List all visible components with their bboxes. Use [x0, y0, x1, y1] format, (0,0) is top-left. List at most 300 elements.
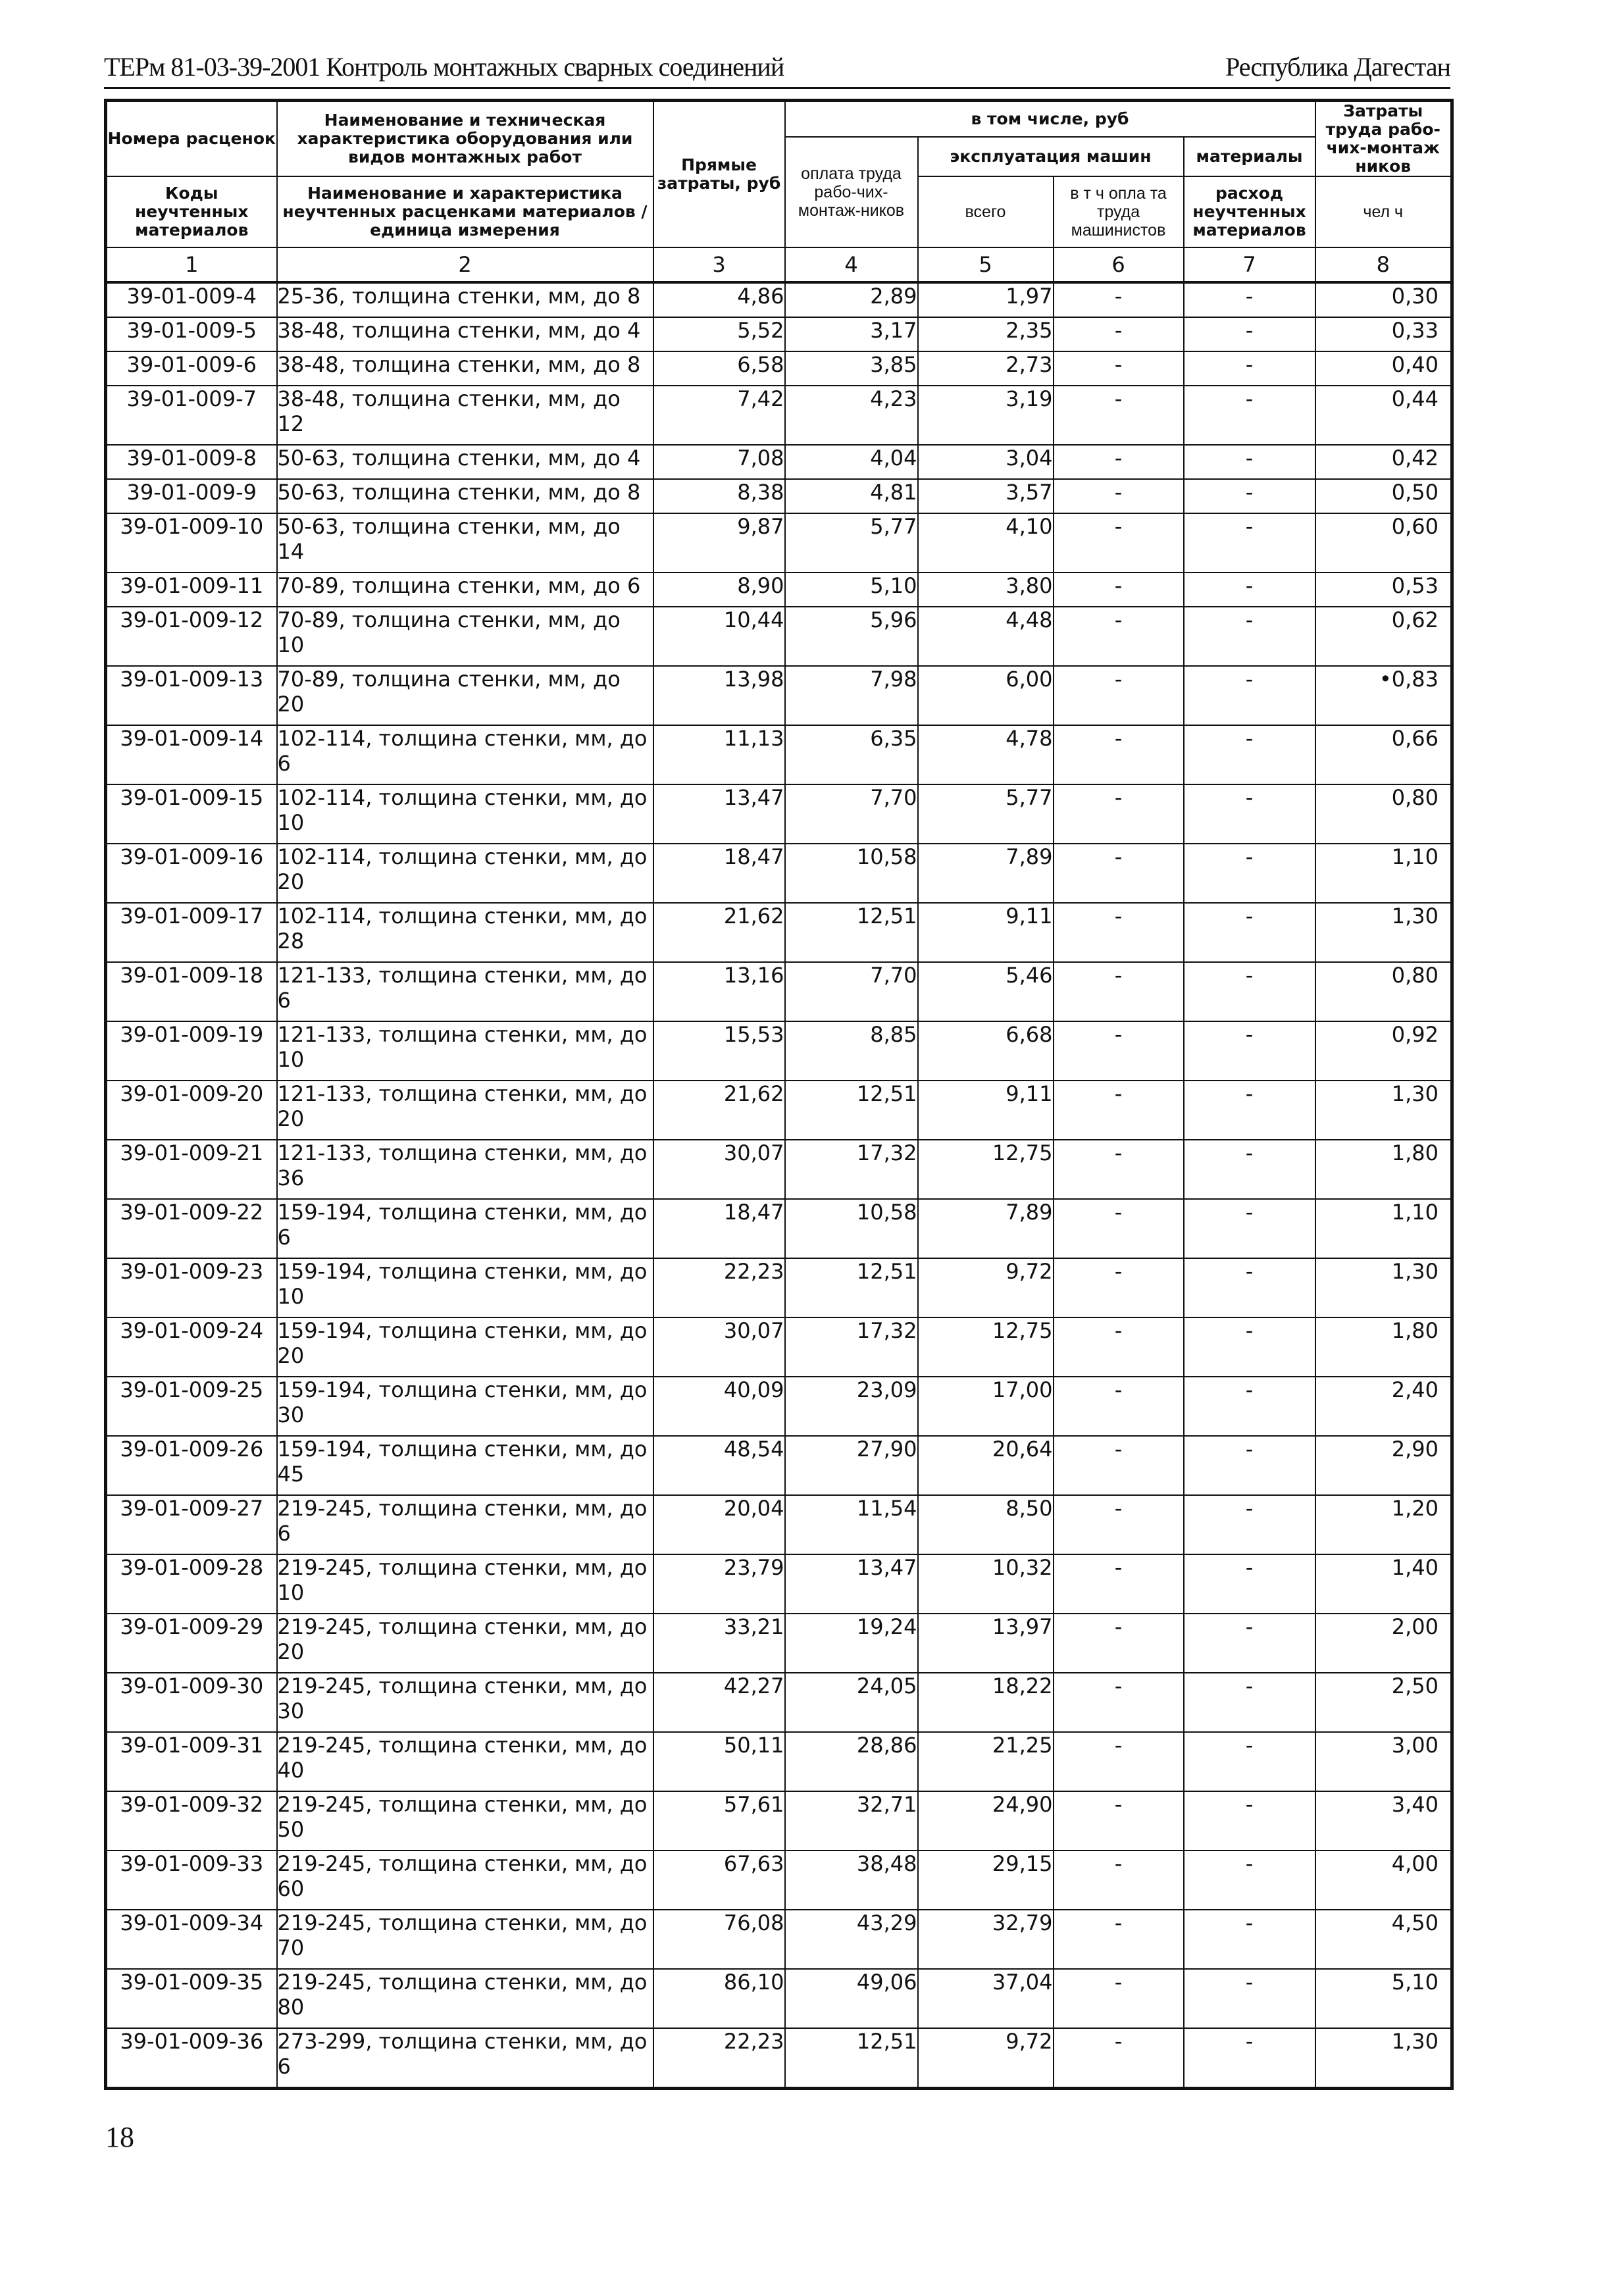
operators-pay: - [1054, 844, 1184, 903]
rate-code: 39-01-009-30 [106, 1673, 277, 1732]
work-description: 159-194, толщина стенки, мм, до 6 [277, 1199, 653, 1258]
rate-code: 39-01-009-32 [106, 1791, 277, 1850]
work-description: 102-114, толщина стенки, мм, до 6 [277, 725, 653, 784]
table-row [106, 784, 1452, 844]
labor-hours: 1,10 [1315, 844, 1452, 903]
direct-costs: 18,47 [653, 844, 785, 903]
labor-hours: 2,90 [1315, 1436, 1452, 1495]
machine-costs: 8,50 [918, 1495, 1054, 1554]
direct-costs: 9,87 [653, 513, 785, 573]
table-row [106, 1732, 1452, 1791]
rate-code: 39-01-009-16 [106, 844, 277, 903]
labor-hours: 0,66 [1315, 725, 1452, 784]
work-description: 159-194, толщина стенки, мм, до 30 [277, 1377, 653, 1436]
work-description: 219-245, толщина стенки, мм, до 50 [277, 1791, 653, 1850]
machine-costs: 13,97 [918, 1614, 1054, 1673]
work-description: 121-133, толщина стенки, мм, до 10 [277, 1021, 653, 1081]
header-labor-pay: оплата труда рабо-чих-монтаж-ников [785, 137, 918, 248]
materials-consumption: - [1184, 1850, 1315, 1910]
operators-pay: - [1054, 445, 1184, 479]
header-consumption: расход неучтенных материалов [1184, 176, 1315, 247]
column-number: 5 [918, 247, 1054, 282]
work-description: 38-48, толщина стенки, мм, до 8 [277, 351, 653, 386]
operators-pay: - [1054, 1732, 1184, 1791]
labor-hours: 1,30 [1315, 1258, 1452, 1317]
direct-costs: 20,04 [653, 1495, 785, 1554]
work-description: 219-245, толщина стенки, мм, до 60 [277, 1850, 653, 1910]
materials-consumption: - [1184, 317, 1315, 351]
machine-costs: 3,57 [918, 479, 1054, 513]
header-rate-numbers: Номера расценок [106, 101, 277, 177]
direct-costs: 6,58 [653, 351, 785, 386]
work-description: 102-114, толщина стенки, мм, до 10 [277, 784, 653, 844]
work-description: 38-48, толщина стенки, мм, до 4 [277, 317, 653, 351]
operators-pay: - [1054, 386, 1184, 445]
labor-pay: 2,89 [785, 282, 918, 317]
rate-code: 39-01-009-21 [106, 1140, 277, 1199]
labor-hours: 0,44 [1315, 386, 1452, 445]
labor-hours: 0,62 [1315, 607, 1452, 666]
table-row [106, 725, 1452, 784]
labor-hours: 1,80 [1315, 1140, 1452, 1199]
table-row [106, 513, 1452, 573]
materials-consumption: - [1184, 351, 1315, 386]
machine-costs: 5,77 [918, 784, 1054, 844]
work-description: 159-194, толщина стенки, мм, до 10 [277, 1258, 653, 1317]
operators-pay: - [1054, 962, 1184, 1021]
labor-hours: 1,30 [1315, 1081, 1452, 1140]
materials-consumption: - [1184, 513, 1315, 573]
page-header [104, 47, 1450, 89]
rate-code: 39-01-009-19 [106, 1021, 277, 1081]
rate-code: 39-01-009-29 [106, 1614, 277, 1673]
table-row [106, 282, 1452, 317]
rate-code: 39-01-009-25 [106, 1377, 277, 1436]
labor-hours: 0,50 [1315, 479, 1452, 513]
direct-costs: 13,16 [653, 962, 785, 1021]
table-row [106, 386, 1452, 445]
table-body [106, 282, 1452, 2089]
work-description: 219-245, толщина стенки, мм, до 80 [277, 1969, 653, 2028]
labor-pay: 12,51 [785, 903, 918, 962]
rate-code: 39-01-009-4 [106, 282, 277, 317]
labor-pay: 12,51 [785, 1081, 918, 1140]
labor-hours: 2,50 [1315, 1673, 1452, 1732]
table-row [106, 1495, 1452, 1554]
rate-code: 39-01-009-5 [106, 317, 277, 351]
materials-consumption: - [1184, 1021, 1315, 1081]
rate-code: 39-01-009-24 [106, 1317, 277, 1377]
table-row [106, 317, 1452, 351]
header-total: всего [918, 176, 1054, 247]
direct-costs: 21,62 [653, 903, 785, 962]
rate-code: 39-01-009-15 [106, 784, 277, 844]
operators-pay: - [1054, 725, 1184, 784]
materials-consumption: - [1184, 2028, 1315, 2089]
machine-costs: 3,80 [918, 573, 1054, 607]
labor-pay: 7,98 [785, 666, 918, 725]
labor-pay: 12,51 [785, 1258, 918, 1317]
rate-code: 39-01-009-22 [106, 1199, 277, 1258]
rates-table [104, 99, 1454, 2090]
header-unlisted-codes: Коды неучтенных материалов [106, 176, 277, 247]
operators-pay: - [1054, 1554, 1184, 1614]
machine-costs: 18,22 [918, 1673, 1054, 1732]
work-description: 50-63, толщина стенки, мм, до 4 [277, 445, 653, 479]
direct-costs: 4,86 [653, 282, 785, 317]
work-description: 121-133, толщина стенки, мм, до 36 [277, 1140, 653, 1199]
header-materials: материалы [1184, 137, 1315, 177]
labor-pay: 10,58 [785, 1199, 918, 1258]
labor-hours: 1,20 [1315, 1495, 1452, 1554]
machine-costs: 12,75 [918, 1317, 1054, 1377]
direct-costs: 11,13 [653, 725, 785, 784]
labor-pay: 24,05 [785, 1673, 918, 1732]
operators-pay: - [1054, 1140, 1184, 1199]
direct-costs: 22,23 [653, 2028, 785, 2089]
rate-code: 39-01-009-7 [106, 386, 277, 445]
direct-costs: 5,52 [653, 317, 785, 351]
header-incl-operators: в т ч опла та труда машинистов [1054, 176, 1184, 247]
table-row [106, 1436, 1452, 1495]
labor-pay: 8,85 [785, 1021, 918, 1081]
table-row [106, 1377, 1452, 1436]
operators-pay: - [1054, 351, 1184, 386]
labor-pay: 28,86 [785, 1732, 918, 1791]
labor-hours: 1,40 [1315, 1554, 1452, 1614]
rate-code: 39-01-009-14 [106, 725, 277, 784]
operators-pay: - [1054, 479, 1184, 513]
materials-consumption: - [1184, 725, 1315, 784]
work-description: 219-245, толщина стенки, мм, до 30 [277, 1673, 653, 1732]
work-description: 219-245, толщина стенки, мм, до 70 [277, 1910, 653, 1969]
table-row [106, 1791, 1452, 1850]
machine-costs: 6,00 [918, 666, 1054, 725]
rate-code: 39-01-009-33 [106, 1850, 277, 1910]
direct-costs: 76,08 [653, 1910, 785, 1969]
machine-costs: 9,72 [918, 1258, 1054, 1317]
table-row [106, 1673, 1452, 1732]
materials-consumption: - [1184, 573, 1315, 607]
rate-code: 39-01-009-13 [106, 666, 277, 725]
header-direct-costs: Прямые затраты, руб [653, 101, 785, 248]
column-number: 6 [1054, 247, 1184, 282]
labor-hours: 5,10 [1315, 1969, 1452, 2028]
machine-costs: 7,89 [918, 1199, 1054, 1258]
operators-pay: - [1054, 2028, 1184, 2089]
labor-hours: 0,42 [1315, 445, 1452, 479]
labor-pay: 6,35 [785, 725, 918, 784]
table-row [106, 607, 1452, 666]
column-number-row [106, 247, 1452, 282]
column-number: 4 [785, 247, 918, 282]
labor-hours: 1,80 [1315, 1317, 1452, 1377]
labor-hours: 1,30 [1315, 903, 1452, 962]
materials-consumption: - [1184, 1317, 1315, 1377]
table-row [106, 351, 1452, 386]
work-description: 219-245, толщина стенки, мм, до 40 [277, 1732, 653, 1791]
work-description: 102-114, толщина стенки, мм, до 20 [277, 844, 653, 903]
materials-consumption: - [1184, 1140, 1315, 1199]
rate-code: 39-01-009-27 [106, 1495, 277, 1554]
table-row [106, 573, 1452, 607]
rate-code: 39-01-009-11 [106, 573, 277, 607]
rate-code: 39-01-009-18 [106, 962, 277, 1021]
operators-pay: - [1054, 607, 1184, 666]
materials-consumption: - [1184, 666, 1315, 725]
operators-pay: - [1054, 1614, 1184, 1673]
table-row [106, 1258, 1452, 1317]
machine-costs: 4,78 [918, 725, 1054, 784]
operators-pay: - [1054, 666, 1184, 725]
materials-consumption: - [1184, 1495, 1315, 1554]
direct-costs: 8,90 [653, 573, 785, 607]
table-row [106, 445, 1452, 479]
operators-pay: - [1054, 1377, 1184, 1436]
labor-hours: 0,60 [1315, 513, 1452, 573]
operators-pay: - [1054, 1673, 1184, 1732]
direct-costs: 13,98 [653, 666, 785, 725]
table-row [106, 1081, 1452, 1140]
header-person-hours: чел ч [1315, 176, 1452, 247]
column-number: 1 [106, 247, 277, 282]
operators-pay: - [1054, 1021, 1184, 1081]
work-description: 121-133, толщина стенки, мм, до 6 [277, 962, 653, 1021]
labor-pay: 11,54 [785, 1495, 918, 1554]
machine-costs: 4,10 [918, 513, 1054, 573]
direct-costs: 42,27 [653, 1673, 785, 1732]
labor-pay: 17,32 [785, 1317, 918, 1377]
labor-pay: 38,48 [785, 1850, 918, 1910]
machine-costs: 37,04 [918, 1969, 1054, 2028]
materials-consumption: - [1184, 1910, 1315, 1969]
work-description: 159-194, толщина стенки, мм, до 20 [277, 1317, 653, 1377]
header-machine-ops: эксплуатация машин [918, 137, 1184, 177]
materials-consumption: - [1184, 479, 1315, 513]
labor-pay: 19,24 [785, 1614, 918, 1673]
labor-pay: 43,29 [785, 1910, 918, 1969]
labor-hours: 3,00 [1315, 1732, 1452, 1791]
labor-pay: 5,96 [785, 607, 918, 666]
materials-consumption: - [1184, 1732, 1315, 1791]
materials-consumption: - [1184, 784, 1315, 844]
materials-consumption: - [1184, 282, 1315, 317]
table-row [106, 1910, 1452, 1969]
table-row [106, 1140, 1452, 1199]
labor-pay: 5,10 [785, 573, 918, 607]
labor-pay: 17,32 [785, 1140, 918, 1199]
work-description: 102-114, толщина стенки, мм, до 28 [277, 903, 653, 962]
table-row [106, 1554, 1452, 1614]
labor-pay: 32,71 [785, 1791, 918, 1850]
direct-costs: 15,53 [653, 1021, 785, 1081]
direct-costs: 13,47 [653, 784, 785, 844]
table-row [106, 1614, 1452, 1673]
operators-pay: - [1054, 282, 1184, 317]
operators-pay: - [1054, 1258, 1184, 1317]
header-name-top: Наименование и техническая характеристика оборудования или видов монтажных работ [277, 101, 653, 177]
labor-pay: 4,04 [785, 445, 918, 479]
page-number: 18 [105, 2121, 134, 2153]
work-description: 50-63, толщина стенки, мм, до 8 [277, 479, 653, 513]
operators-pay: - [1054, 1436, 1184, 1495]
header-name-bottom: Наименование и характеристика неучтенных расценками материалов / единица измерения [277, 176, 653, 247]
operators-pay: - [1054, 1199, 1184, 1258]
materials-consumption: - [1184, 445, 1315, 479]
materials-consumption: - [1184, 1791, 1315, 1850]
operators-pay: - [1054, 1081, 1184, 1140]
table-row [106, 1969, 1452, 2028]
work-description: 70-89, толщина стенки, мм, до 20 [277, 666, 653, 725]
rate-code: 39-01-009-26 [106, 1436, 277, 1495]
rate-code: 39-01-009-12 [106, 607, 277, 666]
work-description: 219-245, толщина стенки, мм, до 20 [277, 1614, 653, 1673]
direct-costs: 33,21 [653, 1614, 785, 1673]
machine-costs: 20,64 [918, 1436, 1054, 1495]
document-title: ТЕРм 81-03-39-2001 Контроль монтажных сварных соединений [104, 52, 784, 82]
machine-costs: 9,72 [918, 2028, 1054, 2089]
table-row [106, 479, 1452, 513]
direct-costs: 10,44 [653, 607, 785, 666]
materials-consumption: - [1184, 1258, 1315, 1317]
direct-costs: 7,08 [653, 445, 785, 479]
materials-consumption: - [1184, 1081, 1315, 1140]
operators-pay: - [1054, 1317, 1184, 1377]
machine-costs: 5,46 [918, 962, 1054, 1021]
labor-pay: 4,81 [785, 479, 918, 513]
table-row [106, 962, 1452, 1021]
work-description: 219-245, толщина стенки, мм, до 6 [277, 1495, 653, 1554]
direct-costs: 57,61 [653, 1791, 785, 1850]
machine-costs: 12,75 [918, 1140, 1054, 1199]
labor-hours: 0,80 [1315, 784, 1452, 844]
rate-code: 39-01-009-23 [106, 1258, 277, 1317]
materials-consumption: - [1184, 607, 1315, 666]
materials-consumption: - [1184, 903, 1315, 962]
work-description: 50-63, толщина стенки, мм, до 14 [277, 513, 653, 573]
table-row [106, 844, 1452, 903]
work-description: 121-133, толщина стенки, мм, до 20 [277, 1081, 653, 1140]
labor-hours: 1,10 [1315, 1199, 1452, 1258]
materials-consumption: - [1184, 386, 1315, 445]
work-description: 219-245, толщина стенки, мм, до 10 [277, 1554, 653, 1614]
labor-hours: 0,33 [1315, 317, 1452, 351]
work-description: 25-36, толщина стенки, мм, до 8 [277, 282, 653, 317]
labor-pay: 7,70 [785, 784, 918, 844]
machine-costs: 9,11 [918, 1081, 1054, 1140]
operators-pay: - [1054, 1910, 1184, 1969]
table-row [106, 2028, 1452, 2089]
region-name: Республика Дагестан [1225, 52, 1450, 82]
labor-pay: 3,17 [785, 317, 918, 351]
direct-costs: 40,09 [653, 1377, 785, 1436]
labor-hours: 0,40 [1315, 351, 1452, 386]
table-row [106, 1850, 1452, 1910]
machine-costs: 2,73 [918, 351, 1054, 386]
operators-pay: - [1054, 317, 1184, 351]
work-description: 70-89, толщина стенки, мм, до 10 [277, 607, 653, 666]
machine-costs: 21,25 [918, 1732, 1054, 1791]
labor-hours: 2,40 [1315, 1377, 1452, 1436]
labor-hours: 4,00 [1315, 1850, 1452, 1910]
rate-code: 39-01-009-17 [106, 903, 277, 962]
rate-code: 39-01-009-34 [106, 1910, 277, 1969]
operators-pay: - [1054, 1791, 1184, 1850]
operators-pay: - [1054, 1495, 1184, 1554]
machine-costs: 1,97 [918, 282, 1054, 317]
direct-costs: 67,63 [653, 1850, 785, 1910]
machine-costs: 7,89 [918, 844, 1054, 903]
operators-pay: - [1054, 903, 1184, 962]
machine-costs: 3,04 [918, 445, 1054, 479]
materials-consumption: - [1184, 1436, 1315, 1495]
rate-code: 39-01-009-9 [106, 479, 277, 513]
labor-pay: 49,06 [785, 1969, 918, 2028]
labor-hours: 3,40 [1315, 1791, 1452, 1850]
labor-pay: 23,09 [785, 1377, 918, 1436]
work-description: 273-299, толщина стенки, мм, до 6 [277, 2028, 653, 2089]
machine-costs: 9,11 [918, 903, 1054, 962]
labor-pay: 10,58 [785, 844, 918, 903]
operators-pay: - [1054, 1850, 1184, 1910]
labor-hours: 0,92 [1315, 1021, 1452, 1081]
operators-pay: - [1054, 784, 1184, 844]
rate-code: 39-01-009-31 [106, 1732, 277, 1791]
direct-costs: 22,23 [653, 1258, 785, 1317]
labor-hours: 0,53 [1315, 573, 1452, 607]
direct-costs: 30,07 [653, 1317, 785, 1377]
direct-costs: 8,38 [653, 479, 785, 513]
labor-hours: 1,30 [1315, 2028, 1452, 2089]
labor-hours: 4,50 [1315, 1910, 1452, 1969]
table-row [106, 1021, 1452, 1081]
machine-costs: 2,35 [918, 317, 1054, 351]
work-description: 70-89, толщина стенки, мм, до 6 [277, 573, 653, 607]
operators-pay: - [1054, 513, 1184, 573]
labor-pay: 12,51 [785, 2028, 918, 2089]
direct-costs: 7,42 [653, 386, 785, 445]
operators-pay: - [1054, 573, 1184, 607]
materials-consumption: - [1184, 1673, 1315, 1732]
labor-pay: 13,47 [785, 1554, 918, 1614]
labor-hours: •0,83 [1315, 666, 1452, 725]
machine-costs: 32,79 [918, 1910, 1054, 1969]
materials-consumption: - [1184, 1969, 1315, 2028]
labor-pay: 4,23 [785, 386, 918, 445]
rate-code: 39-01-009-10 [106, 513, 277, 573]
direct-costs: 30,07 [653, 1140, 785, 1199]
header-including: в том числе, руб [785, 101, 1315, 137]
direct-costs: 50,11 [653, 1732, 785, 1791]
operators-pay: - [1054, 1969, 1184, 2028]
materials-consumption: - [1184, 962, 1315, 1021]
machine-costs: 6,68 [918, 1021, 1054, 1081]
table-row [106, 903, 1452, 962]
labor-pay: 3,85 [785, 351, 918, 386]
direct-costs: 86,10 [653, 1969, 785, 2028]
table-row [106, 666, 1452, 725]
column-number: 7 [1184, 247, 1315, 282]
labor-hours: 0,30 [1315, 282, 1452, 317]
direct-costs: 18,47 [653, 1199, 785, 1258]
materials-consumption: - [1184, 1199, 1315, 1258]
materials-consumption: - [1184, 1554, 1315, 1614]
rate-code: 39-01-009-35 [106, 1969, 277, 2028]
labor-pay: 5,77 [785, 513, 918, 573]
direct-costs: 48,54 [653, 1436, 785, 1495]
machine-costs: 3,19 [918, 386, 1054, 445]
table-row [106, 1317, 1452, 1377]
